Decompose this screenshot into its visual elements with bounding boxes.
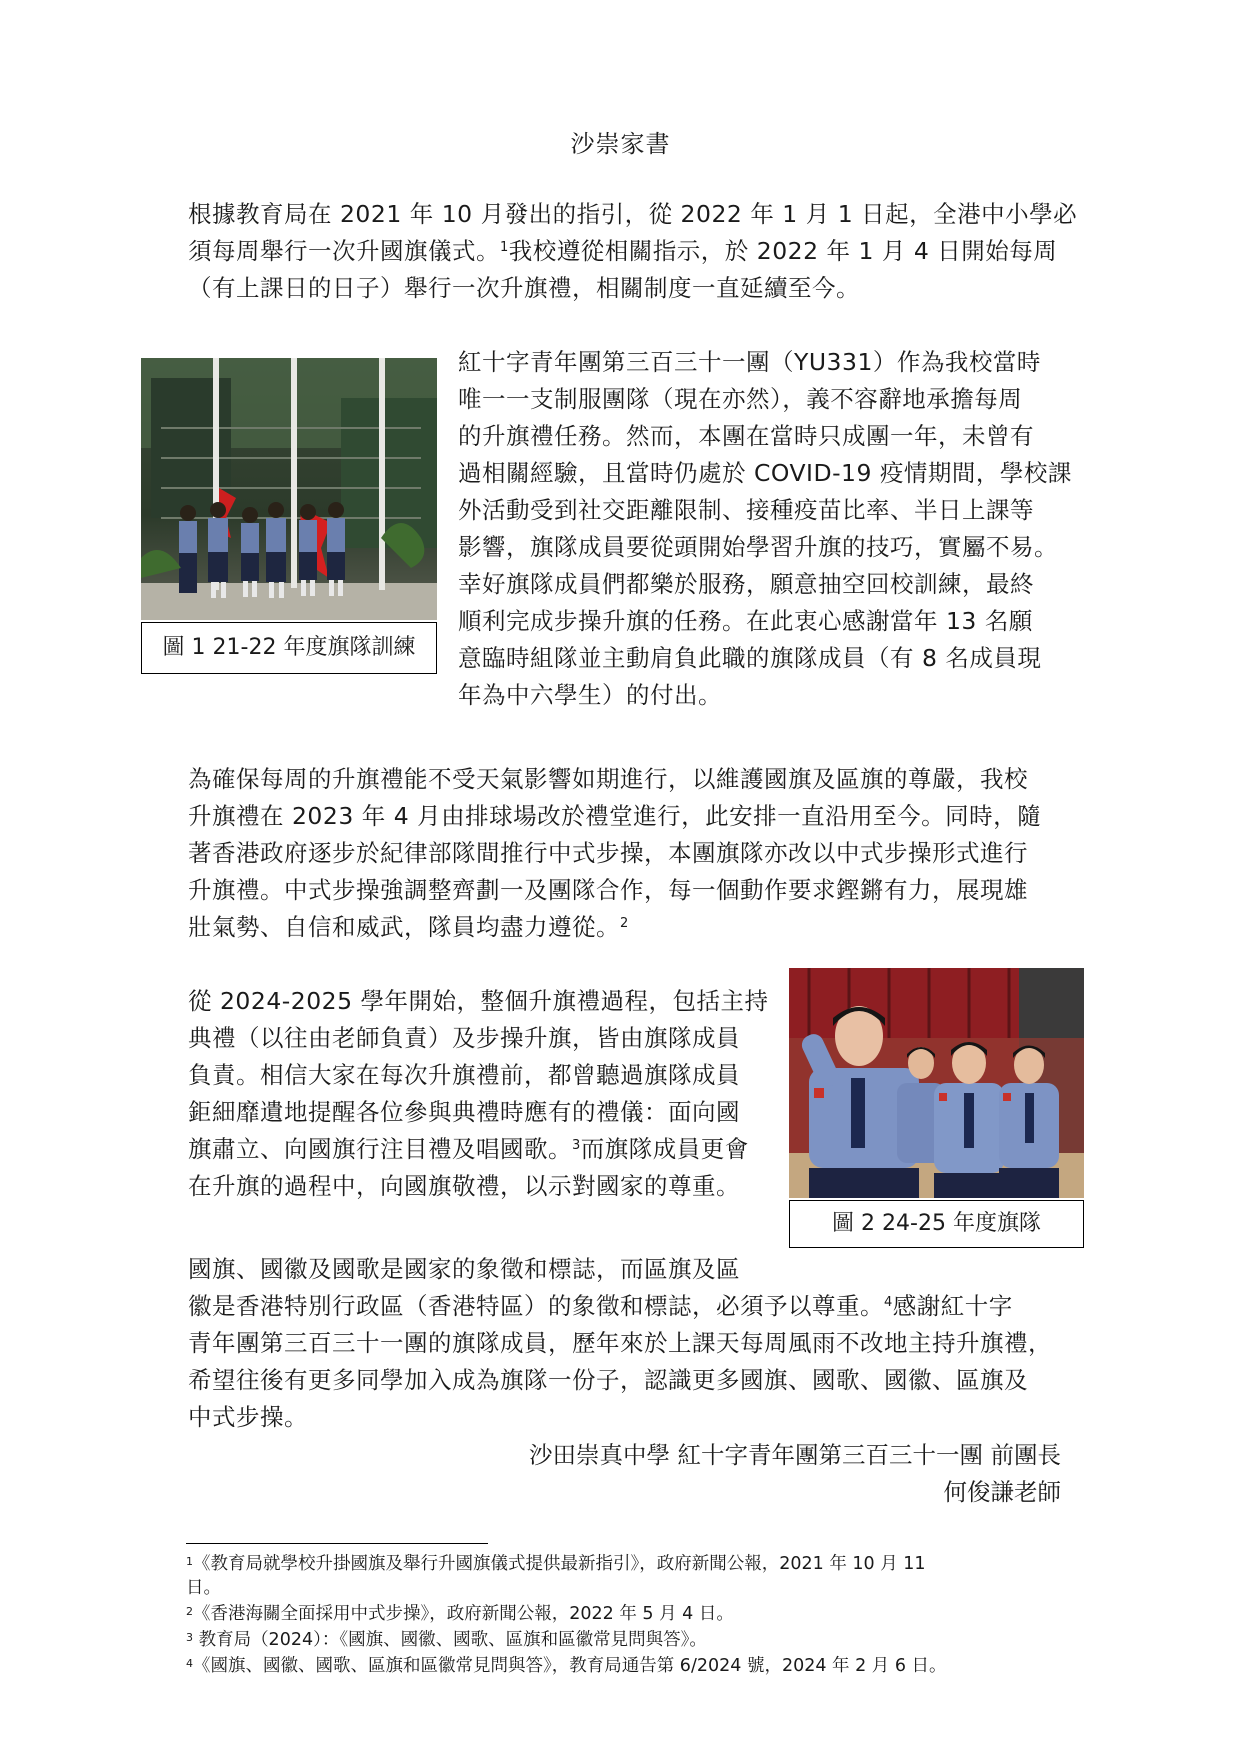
footnote-ref[interactable]: 2 [620,916,629,931]
text-line: 唯一一支制服團隊（現在亦然），義不容辭地承擔每周 [458,385,1023,413]
text-line: 意臨時組隊並主動肩負此職的旗隊成員（有 8 名成員現 [458,644,1042,672]
footnote-item: $^1$《教育局就學校升掛國旗及舉行升國旗儀式提供最新指引》，政府新聞公報，2021 年 10 月 11 [186,1554,926,1574]
footnotes [186,1552,1066,1678]
text-line: 過相關經驗，且當時仍處於 COVID-19 疫情期間，學校課 [458,459,1072,487]
text-line: 國旗、國徽及國歌是國家的象徵和標誌，而區旗及區 [188,1255,740,1283]
footnote-item: $^4$《國旗、國徽、國歌、區旗和區徽常見問與答》，教育局通告第 6/2024 號，2024 年 2 月 6 日。 [186,1656,947,1676]
text-line: 徽是香港特別行政區（香港特區）的象徵和標誌，必須予以尊重。$^4$感謝紅十字 [188,1292,1013,1320]
text-line: 升旗禮在 2023 年 4 月由排球場改於禮堂進行，此安排一直沿用至今。同時，隨 [188,802,1042,830]
flag-team-salute-photo [789,968,1084,1198]
text-line: 在升旗的過程中，向國旗敬禮，以示對國家的尊重。 [188,1172,740,1200]
text-line: 升旗禮。中式步操強調整齊劃一及團隊合作，每一個動作要求鏗鏘有力，展現雄 [188,876,1028,904]
footnote-item: $^3$ 教育局（2024）：《國旗、國徽、國歌、區旗和區徽常見問與答》。 [186,1630,707,1650]
text-line: 希望往後有更多同學加入成為旗隊一份子，認識更多國旗、國歌、國徽、區旗及 [188,1366,1028,1394]
signature-org: 沙田崇真中學 紅十字青年團第三百三十一團 前團長 [529,1441,1061,1469]
text-line: 順利完成步操升旗的任務。在此衷心感謝當年 13 名願 [458,607,1033,635]
paragraph-chinese-drill [188,761,1058,946]
footnote-ref[interactable]: 1 [500,240,509,255]
text-line: 外活動受到社交距離限制、接種疫苗比率、半日上課等 [458,496,1034,524]
text-line: 壯氣勢、自信和威武，隊員均盡力遵從。$^2$ [188,913,629,941]
paragraph-flag-team-history [458,344,1072,714]
text-line: 典禮（以往由老師負責）及步操升旗，皆由旗隊成員 [188,1024,740,1052]
text-line: 從 2024-2025 學年開始，整個升旗禮過程，包括主持 [188,987,769,1015]
flag-raising-photo-1 [141,358,437,620]
text-line: （有上課日的日子）舉行一次升旗禮，相關制度一直延續至今。 [188,274,860,302]
paragraph-national-symbols [188,1251,1078,1436]
text-line: 旗肅立、向國旗行注目禮及唱國歌。$^3$而旗隊成員更會 [188,1135,749,1163]
footnote-ref[interactable]: 3 [572,1138,581,1153]
figure-1-caption: 圖 1 21-22 年度旗隊訓練 [141,622,437,674]
signature-block [529,1437,1061,1511]
photo-flag-team-training [141,358,437,620]
footnote-divider [186,1543,488,1544]
footnote-item: $^2$《香港海關全面採用中式步操》，政府新聞公報，2022 年 5 月 4 日。 [186,1604,734,1624]
text-line: 須每周舉行一次升國旗儀式。$^1$我校遵從相關指示，於 2022 年 1 月 4 日開始每周 [188,237,1058,265]
page-title: 沙崇家書 [570,130,671,158]
text-line: 的升旗禮任務。然而，本團在當時只成團一年，未曾有 [458,422,1034,450]
text-line: 中式步操。 [188,1403,308,1431]
text-line: 青年團第三百三十一團的旗隊成員，歷年來於上課天每周風雨不改地主持升旗禮， [188,1329,1052,1357]
figure-2-caption: 圖 2 24-25 年度旗隊 [789,1200,1084,1248]
text-line: 為確保每周的升旗禮能不受天氣影響如期進行，以維護國旗及區旗的尊嚴，我校 [188,765,1028,793]
text-line: 影響，旗隊成員要從頭開始學習升旗的技巧，實屬不易。 [458,533,1058,561]
paragraph-ceremony-2024 [188,983,768,1205]
text-line: 負責。相信大家在每次升旗禮前，都曾聽過旗隊成員 [188,1061,740,1089]
text-line: 鉅細靡遺地提醒各位參與典禮時應有的禮儀：面向國 [188,1098,740,1126]
text-line: 根據教育局在 2021 年 10 月發出的指引，從 2022 年 1 月 1 日起，全港中小學必 [188,200,1078,228]
text-line: 紅十字青年團第三百三十一團（YU331）作為我校當時 [458,348,1041,376]
text-line: 幸好旗隊成員們都樂於服務，願意抽空回校訓練，最終 [458,570,1034,598]
photo-flag-team-salute [789,968,1084,1198]
signature-name: 何俊謙老師 [943,1478,1061,1506]
paragraph-intro [188,196,1078,307]
text-line: 著香港政府逐步於紀律部隊間推行中式步操，本團旗隊亦改以中式步操形式進行 [188,839,1028,867]
footnote-item-cont: 日。 [186,1578,221,1598]
text-line: 年為中六學生）的付出。 [458,681,722,709]
footnote-ref[interactable]: 4 [884,1295,893,1310]
